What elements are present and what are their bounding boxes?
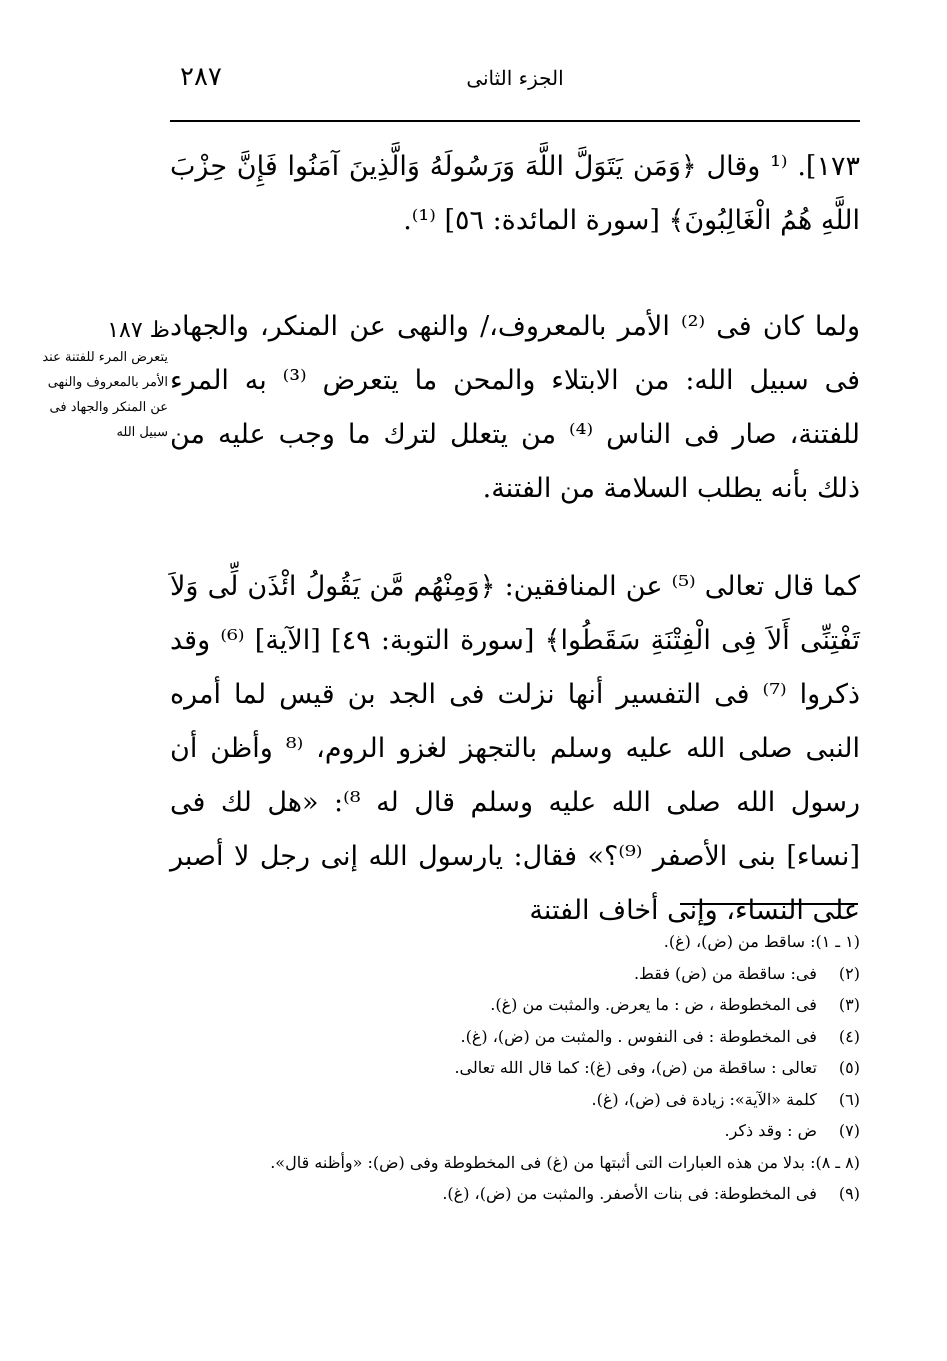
footnote-number: (٨ ـ ٨): <box>810 1152 860 1172</box>
header-rule <box>170 120 860 122</box>
paragraph-2: ولما كان فى ⁽²⁾ الأمر بالمعروف،/ والنهى عن المنكر، والجهاد فى سبيل الله: من الابتلاء والمحن ما يتعرض ⁽³⁾ به المرء للفتنة، صار فى الناس ⁽⁴⁾ من يتعلل لترك ما وجب عليه من ذلك بأنه يطلب السلامة من الفتنة. <box>170 311 860 504</box>
footnote <box>200 926 860 958</box>
footnote-number: (١ ـ ١): <box>810 932 860 951</box>
footnote <box>200 958 860 990</box>
footnote-text: ض : وقد ذكر. <box>724 1121 817 1140</box>
footnote <box>200 1178 860 1210</box>
footnote <box>200 1115 860 1147</box>
footnote-text: فى المخطوطة ، ض : ما يعرض. والمثبت من (غ). <box>490 995 817 1014</box>
footnote-text: فى: ساقطة من (ض) فقط. <box>633 963 817 983</box>
page-number: ٢٨٧ <box>180 62 222 92</box>
footnote-number: (٧) <box>838 1121 860 1140</box>
footnote <box>200 1052 860 1084</box>
footnote-number: (٩) <box>838 1184 860 1203</box>
footnote-rule <box>680 903 858 905</box>
footnote <box>200 989 860 1021</box>
paragraph-3: كما قال تعالى ⁽⁵⁾ عن المنافقين: ﴿وَمِنْهُم مَّن يَقُولُ ائْذَن لِّى وَلاَ تَفْتِنِّى أَلاَ فِى الْفِتْنَةِ سَقَطُوا﴾ [سورة التوبة: ٤٩] [الآية] ⁽⁶⁾ وقد ذكروا ⁽⁷⁾ فى التفسير أنها نزلت فى الجد بن قيس لما أمره النبى صلى الله عليه وسلم بالتجهز لغزو الروم، ⁽⁸ وأظن أن رسول الله صلى الله عليه وسلم قال له ⁸⁾: «هل لك فى [نساء] بنى الأصفر ⁽⁹⁾؟» فقال: يارسول الله إنى رجل لا أصبر على النساء، وإنى أخاف الفتنة <box>170 571 860 926</box>
footnote-number: (٢) <box>838 963 860 983</box>
footnote-number: (٥) <box>838 1058 860 1077</box>
footnote-number: (٤) <box>838 1026 860 1046</box>
footnote-text: كلمة «الآية»: زيادة فى (ض)، (غ). <box>591 1089 817 1109</box>
footnote <box>200 1021 860 1053</box>
footnote-text: فى المخطوطة: فى بنات الأصفر. والمثبت من (ض)، (غ). <box>442 1184 817 1203</box>
footnote-text: ساقط من (ض)، (غ). <box>663 932 805 951</box>
margin-note: يتعرض المرء للفتنة عند الأمر بالمعروف والنهى عن المنكر والجهاد فى سبيل الله <box>42 350 168 440</box>
footnote-text: بدلا من هذه العبارات التى أثبتها من (غ) فى المخطوطة وفى (ض): «وأظنه قال». <box>270 1152 805 1172</box>
footnote <box>200 1147 860 1179</box>
footnote <box>200 1084 860 1116</box>
footnote-number: (٦) <box>838 1089 860 1109</box>
footnote-number: (٣) <box>838 995 860 1014</box>
footnote-text: تعالى : ساقطة من (ض)، وفى (غ): كما قال الله تعالى. <box>454 1058 817 1077</box>
page-header <box>170 60 860 120</box>
footnotes <box>200 926 860 1210</box>
running-title: الجزء الثانى <box>466 66 564 90</box>
footnote-text: فى المخطوطة : فى النفوس . والمثبت من (ض)، (غ). <box>460 1026 817 1046</box>
margin-folio-reference: ظ ١٨٧ <box>107 318 170 343</box>
paragraph-1: ١٧٣]. ⁽¹ وقال ﴿وَمَن يَتَوَلَّ اللَّهَ وَرَسُولَهُ وَالَّذِينَ آمَنُوا فَإِنَّ حِزْبَ اللَّهِ هُمُ الْغَالِبُونَ﴾ [سورة المائدة: ٥٦] ⁽¹⁾. <box>170 151 860 236</box>
